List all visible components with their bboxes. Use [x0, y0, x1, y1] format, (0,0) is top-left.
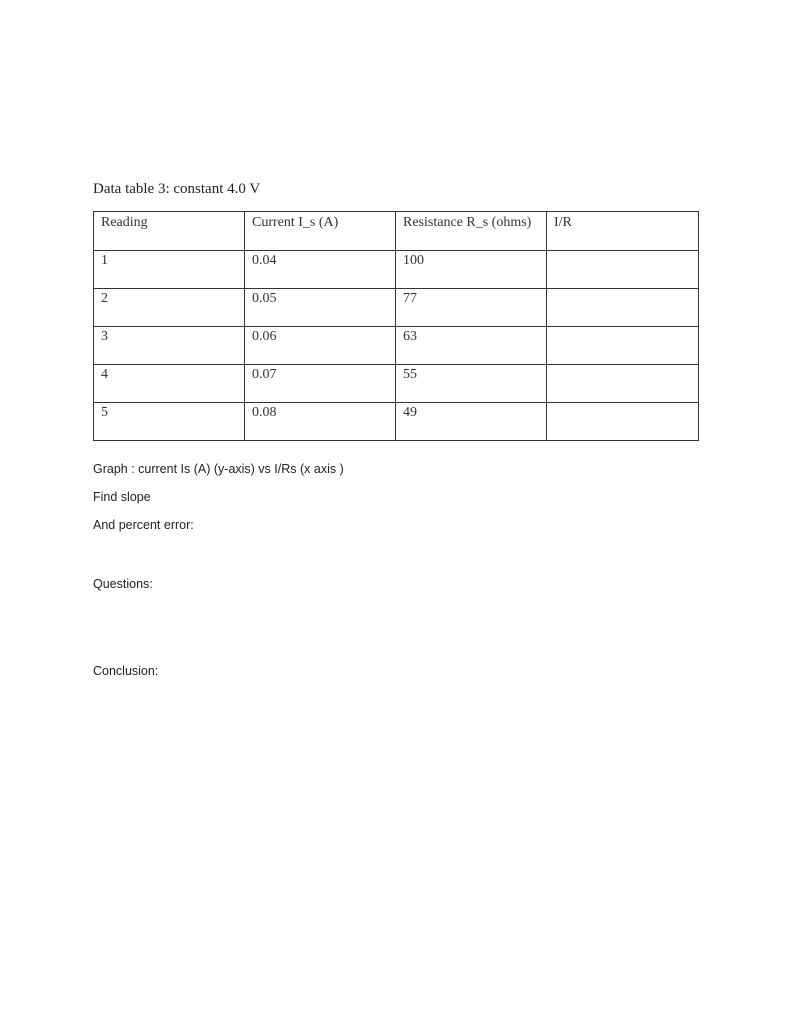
find-slope-text: Find slope — [93, 490, 151, 504]
cell-ir — [547, 327, 699, 365]
cell-current: 0.05 — [245, 289, 396, 327]
header-resistance: Resistance R_s (ohms) — [396, 212, 547, 251]
cell-reading: 2 — [94, 289, 245, 327]
conclusion-label: Conclusion: — [93, 664, 159, 678]
table-row — [94, 365, 699, 403]
graph-instruction: Graph : current Is (A) (y-axis) vs I/Rs (x axis ) — [93, 462, 344, 476]
table-row — [94, 251, 699, 289]
cell-resistance: 63 — [396, 327, 547, 365]
cell-resistance: 55 — [396, 365, 547, 403]
cell-reading: 4 — [94, 365, 245, 403]
table-row — [94, 403, 699, 441]
table-row — [94, 289, 699, 327]
table-row — [94, 327, 699, 365]
data-table — [93, 211, 699, 441]
cell-ir — [547, 251, 699, 289]
table-header-row — [94, 212, 699, 251]
cell-reading: 3 — [94, 327, 245, 365]
cell-current: 0.07 — [245, 365, 396, 403]
cell-resistance: 77 — [396, 289, 547, 327]
cell-current: 0.04 — [245, 251, 396, 289]
cell-ir — [547, 403, 699, 441]
cell-ir — [547, 365, 699, 403]
header-reading: Reading — [94, 212, 245, 251]
cell-reading: 5 — [94, 403, 245, 441]
cell-current: 0.06 — [245, 327, 396, 365]
cell-resistance: 100 — [396, 251, 547, 289]
cell-current: 0.08 — [245, 403, 396, 441]
cell-resistance: 49 — [396, 403, 547, 441]
percent-error-text: And percent error: — [93, 518, 194, 532]
cell-ir — [547, 289, 699, 327]
header-current: Current I_s (A) — [245, 212, 396, 251]
questions-label: Questions: — [93, 577, 153, 591]
cell-reading: 1 — [94, 251, 245, 289]
table-caption: Data table 3: constant 4.0 V — [93, 181, 261, 197]
header-ir: I/R — [547, 212, 699, 251]
